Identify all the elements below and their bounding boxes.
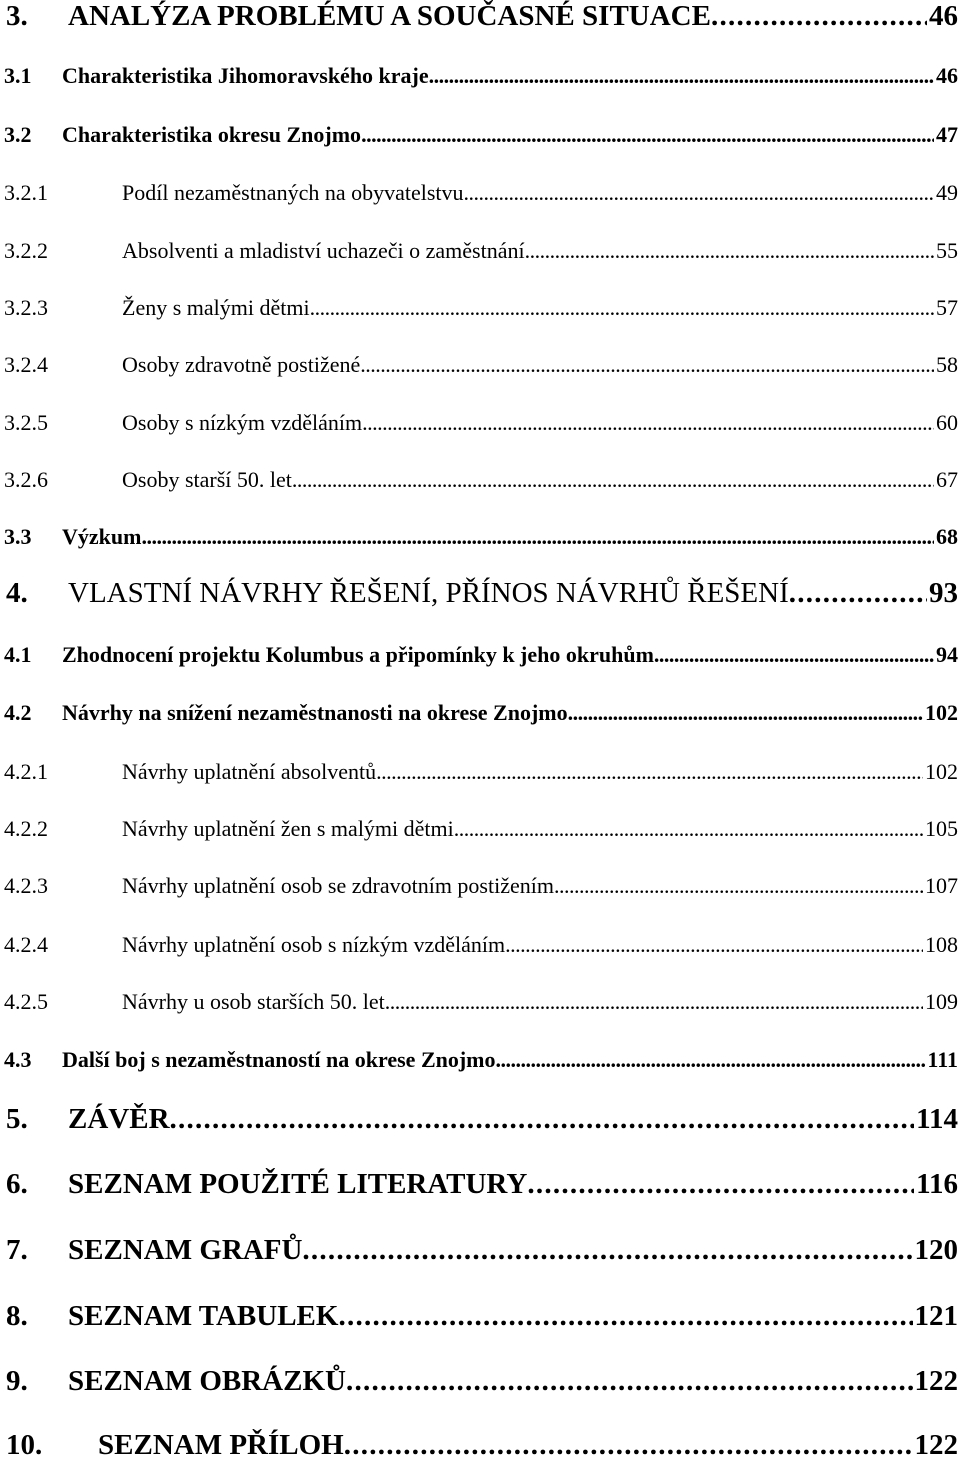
toc-number: 3.2.6 xyxy=(4,467,48,492)
toc-title: Návrhy u osob starších 50. let xyxy=(122,989,385,1014)
toc-number: 5. xyxy=(6,1103,28,1135)
toc-number: 7. xyxy=(6,1234,28,1266)
dot-leader xyxy=(310,295,934,321)
toc-title: ZÁVĚR xyxy=(68,1103,170,1135)
dot-leader xyxy=(292,467,934,493)
toc-number: 4.2.2 xyxy=(4,816,48,841)
toc-title: SEZNAM OBRÁZKŮ xyxy=(68,1365,346,1397)
toc-title: Absolventi a mladiství uchazeči o zaměstnání xyxy=(122,238,525,263)
toc-entry-3-1[interactable] xyxy=(0,63,960,89)
toc-page: 55 xyxy=(936,238,958,263)
dot-leader xyxy=(429,63,934,89)
dot-leader xyxy=(346,1365,913,1398)
dot-leader xyxy=(789,577,927,610)
toc-title: Další boj s nezaměstnaností na okrese Znojmo xyxy=(62,1047,496,1072)
toc-entry-3-3[interactable] xyxy=(0,524,960,550)
toc-title: Návrhy uplatnění osob s nízkým vzděláním xyxy=(122,932,506,957)
toc-page: 67 xyxy=(936,467,958,492)
dot-leader xyxy=(376,759,923,785)
toc-page: 108 xyxy=(925,932,958,957)
dot-leader xyxy=(362,410,934,436)
toc-number: 3.2.3 xyxy=(4,295,48,320)
dot-leader xyxy=(464,180,934,206)
toc-page: 109 xyxy=(925,989,958,1014)
toc-page: 102 xyxy=(925,700,958,725)
dot-leader xyxy=(654,642,934,668)
toc-entry-3[interactable] xyxy=(0,0,960,33)
toc-number: 10. xyxy=(6,1429,43,1461)
toc-page: 49 xyxy=(936,180,958,205)
toc-number: 3.2.5 xyxy=(4,410,48,435)
dot-leader xyxy=(711,0,927,33)
toc-entry-3-2-3[interactable] xyxy=(0,295,960,321)
toc-title: Osoby s nízkým vzděláním xyxy=(122,410,363,435)
toc-number: 4.2.1 xyxy=(4,759,48,784)
toc-title: VLASTNÍ NÁVRHY ŘEŠENÍ, PŘÍNOS NÁVRHŮ ŘEŠENÍ xyxy=(68,577,789,609)
dot-leader xyxy=(454,816,923,842)
toc-title: Charakteristika okresu Znojmo xyxy=(62,122,362,147)
toc-page: 60 xyxy=(936,410,958,435)
toc-number: 4.2.4 xyxy=(4,932,48,957)
toc-page: 68 xyxy=(936,524,958,549)
dot-leader xyxy=(344,1429,913,1462)
toc-entry-4-2-4[interactable] xyxy=(0,932,960,958)
dot-leader xyxy=(496,1047,926,1073)
toc-page: 57 xyxy=(936,295,958,320)
toc-number: 3.2.4 xyxy=(4,352,48,377)
toc-number: 3.2 xyxy=(4,122,32,147)
toc-page: 94 xyxy=(936,642,958,667)
toc-entry-3-2-6[interactable] xyxy=(0,467,960,493)
toc-entry-5[interactable] xyxy=(0,1103,960,1136)
toc-entry-4-2-5[interactable] xyxy=(0,989,960,1015)
toc-number: 4.1 xyxy=(4,642,32,667)
toc-page: 93 xyxy=(929,577,958,609)
toc-entry-3-2[interactable] xyxy=(0,122,960,148)
dot-leader xyxy=(302,1234,912,1267)
toc-entry-4[interactable] xyxy=(0,577,960,610)
toc-title: Osoby zdravotně postižené xyxy=(122,352,361,377)
toc-page: 46 xyxy=(936,63,958,88)
dot-leader xyxy=(361,122,934,148)
toc-page: 102 xyxy=(925,759,958,784)
toc-page: 122 xyxy=(914,1365,958,1397)
toc-number: 4.2.5 xyxy=(4,989,48,1014)
toc-title: SEZNAM PŘÍLOH xyxy=(98,1429,344,1461)
toc-title: Podíl nezaměstnaných na obyvatelstvu xyxy=(122,180,464,205)
toc-title: SEZNAM TABULEK xyxy=(68,1300,339,1332)
toc-number: 4.2 xyxy=(4,700,32,725)
toc-entry-3-2-5[interactable] xyxy=(0,410,960,436)
toc-title: Osoby starší 50. let xyxy=(122,467,292,492)
toc-title: Návrhy uplatnění osob se zdravotním postižením xyxy=(122,873,554,898)
toc-number: 3.2.1 xyxy=(4,180,48,205)
toc-entry-7[interactable] xyxy=(0,1234,960,1267)
toc-number: 3.2.2 xyxy=(4,238,48,263)
toc-page: 46 xyxy=(929,0,958,32)
toc-title: SEZNAM POUŽITÉ LITERATURY xyxy=(68,1168,528,1200)
toc-entry-8[interactable] xyxy=(0,1300,960,1333)
dot-leader xyxy=(554,873,923,899)
toc-number: 4. xyxy=(6,577,28,609)
toc-entry-9[interactable] xyxy=(0,1365,960,1398)
dot-leader xyxy=(338,1300,912,1333)
dot-leader xyxy=(385,989,923,1015)
toc-page: 58 xyxy=(936,352,958,377)
toc-entry-4-2-2[interactable] xyxy=(0,816,960,842)
toc-page: 111 xyxy=(927,1047,958,1072)
toc-number: 6. xyxy=(6,1168,28,1200)
toc-number: 8. xyxy=(6,1300,28,1332)
toc-entry-4-3[interactable] xyxy=(0,1047,960,1073)
toc-number: 4.3 xyxy=(4,1047,32,1072)
dot-leader xyxy=(568,700,923,726)
toc-number: 4.2.3 xyxy=(4,873,48,898)
toc-entry-3-2-1[interactable] xyxy=(0,180,960,206)
toc-page: 120 xyxy=(914,1234,958,1266)
toc-title: Výzkum xyxy=(62,524,142,549)
dot-leader xyxy=(141,524,934,550)
toc-entry-4-2-3[interactable] xyxy=(0,873,960,899)
toc-title: Ženy s malými dětmi xyxy=(122,295,310,320)
toc-title: Charakteristika Jihomoravského kraje xyxy=(62,63,429,88)
toc-number: 3. xyxy=(6,0,28,32)
toc-number: 9. xyxy=(6,1365,28,1397)
toc-entry-4-2-1[interactable] xyxy=(0,759,960,785)
toc-page: 116 xyxy=(916,1168,958,1200)
toc-entry-3-2-4[interactable] xyxy=(0,352,960,378)
toc-title: ANALÝZA PROBLÉMU A SOUČASNÉ SITUACE xyxy=(68,0,711,32)
toc-title: Návrhy uplatnění žen s malými dětmi xyxy=(122,816,454,841)
toc-title: Zhodnocení projektu Kolumbus a připomínky k jeho okruhům xyxy=(62,642,654,667)
toc-page: 121 xyxy=(914,1300,958,1332)
toc-number: 3.1 xyxy=(4,63,32,88)
toc-title: SEZNAM GRAFŮ xyxy=(68,1234,303,1266)
toc-title: Návrhy na snížení nezaměstnanosti na okrese Znojmo xyxy=(62,700,568,725)
toc-entry-6[interactable] xyxy=(0,1168,960,1201)
toc-page: 122 xyxy=(914,1429,958,1461)
dot-leader xyxy=(525,238,934,264)
toc-number: 3.3 xyxy=(4,524,32,549)
toc-entry-4-1[interactable] xyxy=(0,642,960,668)
toc-page: 105 xyxy=(925,816,958,841)
toc-entry-10[interactable] xyxy=(0,1429,960,1462)
toc-page: 107 xyxy=(925,873,958,898)
toc-title: Návrhy uplatnění absolventů xyxy=(122,759,377,784)
toc-page: 47 xyxy=(936,122,958,147)
dot-leader xyxy=(170,1103,915,1136)
toc-entry-4-2[interactable] xyxy=(0,700,960,726)
toc-entry-3-2-2[interactable] xyxy=(0,238,960,264)
dot-leader xyxy=(527,1168,914,1201)
dot-leader xyxy=(360,352,934,378)
toc-page: 114 xyxy=(916,1103,958,1135)
dot-leader xyxy=(505,932,923,958)
